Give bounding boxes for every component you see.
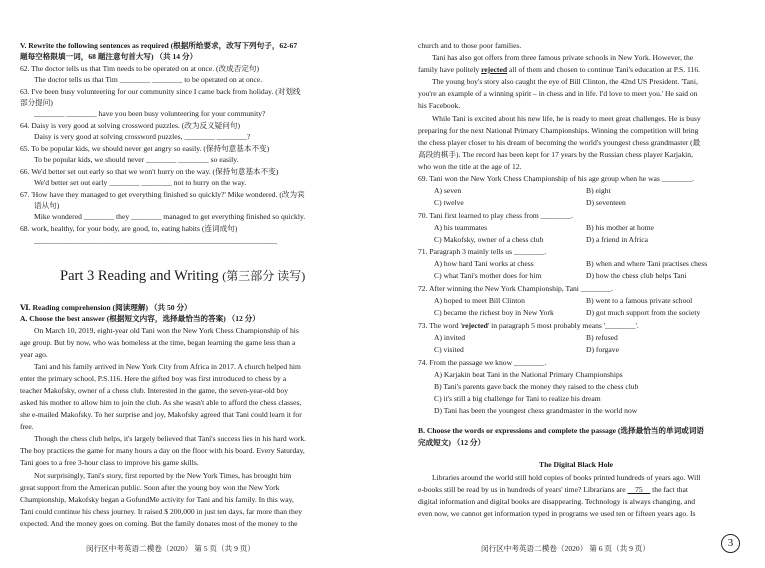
- blank-75: 75: [627, 485, 651, 494]
- reading-a-heading: A. Choose the best answer (根据短文内容，选择最恰当的答案) （12 分）: [20, 314, 260, 323]
- question-73: [418, 321, 639, 330]
- para-1-line: year ago.: [20, 350, 48, 359]
- option-71-c: C) what Tani's mother does for him: [434, 271, 542, 280]
- option-73-b: B) refused: [586, 333, 618, 342]
- option-73-d: D) forgave: [586, 345, 619, 354]
- answer-62: The doctor tells us that Tim ________ ________ to be operated on at once.: [34, 75, 263, 84]
- para-2-line: asked his mother to allow him to join the club. As she wasn't able to afford the chess classes,: [20, 398, 302, 407]
- para-2-line: free.: [20, 422, 34, 431]
- option-73-a: A) invited: [434, 333, 466, 342]
- option-70-b: B) his mother at home: [586, 223, 654, 232]
- para-5-line: his Facebook.: [418, 101, 461, 110]
- page-number-circle: 3: [721, 534, 740, 553]
- left-page: [0, 0, 382, 568]
- option-70-c: C) Makofsky, owner of a chess club: [434, 235, 544, 244]
- option-69-b: B) eight: [586, 186, 611, 195]
- question-74: 74. From the passage we know ________.: [418, 358, 547, 367]
- para-1-line: On March 10, 2019, eight-year old Tani won the New York Chess Championship of his: [34, 326, 299, 335]
- option-72-c: C) became the richest boy in New York: [434, 308, 554, 317]
- section-5-heading-2: 题每空格限填一词，68 题注意句首大写) （共 14 分）: [20, 52, 198, 61]
- para-3-line: Tani goes to a free 3-hour class to improve his game skills.: [20, 458, 199, 467]
- question-64: 64. Daisy is very good at solving crossword puzzles. (改为反义疑问句): [20, 121, 240, 130]
- question-67: 67. 'How have they managed to get everything finished so quickly?' Mike wondered. (改为宾: [20, 190, 305, 199]
- answer-68: ________________________________________________________________: [34, 236, 277, 245]
- para-1-line: age group. But by now, who was homeless at the time, began learning the game less than a: [20, 338, 296, 347]
- section-6-heading: Ⅵ. Reading comprehension (阅读理解) （共 50 分）: [20, 303, 192, 312]
- option-72-b: B) went to a famous private school: [586, 296, 693, 305]
- option-74-b: B) Tani's parents gave back the money they raised to the chess club: [434, 382, 639, 391]
- para-6-line: who won the title at the age of 12.: [418, 162, 522, 171]
- passage-title: The Digital Black Hole: [539, 460, 614, 469]
- section-5-heading: V. Rewrite the following sentences as required (根据所给要求，改写下列句子，62-67: [20, 41, 298, 50]
- answer-63: ________ ________ have you been busy volunteering for your community?: [34, 109, 266, 118]
- para-6-line: preparing for the next National Primary Championships. Winning the competition will bring: [418, 126, 699, 135]
- option-74-c: C) it's still a big challenge for Tani to realize his dream: [434, 394, 601, 403]
- answer-65: To be popular kids, we should never ________ ________ so easily.: [34, 155, 239, 164]
- para-2-line: teacher Makofsky, owner of a chess club. Interested in the game, the seven-year-old boy: [20, 386, 288, 395]
- option-70-d: D) a friend in Africa: [586, 235, 648, 244]
- rejected-word: rejected: [461, 321, 488, 330]
- question-63-cont: 部分提问): [20, 98, 53, 107]
- para-3-line: Though the chess club helps, it's largely believed that Tani's success lies in his hard work.: [34, 434, 307, 443]
- para-5-line: The young boy's story also caught the eye of Bill Clinton, the 42nd US President. 'Tani,: [432, 77, 698, 86]
- option-73-c: C) visited: [434, 345, 464, 354]
- para-6-line: 高段的棋手). The record has been kept for 17 years by the Russian chess player Karjakin,: [418, 150, 693, 159]
- option-72-d: D) got much support from the society: [586, 308, 701, 317]
- para-6-line: the chess player closer to his dream of becoming the world's youngest chess grandmaster (最: [418, 138, 701, 147]
- para-4-end: church and to those poor families.: [418, 41, 522, 50]
- answer-66: We'd better set out early ________ ________ not to hurry on the way.: [34, 178, 247, 187]
- text-run: the fact that: [650, 485, 689, 494]
- passage-line: even now, we cannot get information typed in programs we used ten or fifteen years ago. Is: [418, 509, 696, 518]
- option-72-a: A) hoped to meet Bill Clinton: [434, 296, 525, 305]
- para-4-line: expected. And the money goes on coming. But the family donates most of the money to the: [20, 519, 298, 528]
- rejected-word: rejected: [481, 65, 508, 74]
- part-3-title: [60, 268, 305, 285]
- option-71-d: D) how the chess club helps Tani: [586, 271, 687, 280]
- para-4-line: Tani could continue his chess journey. It raised $ 200,000 in just ten days, far more than they: [20, 507, 302, 516]
- question-71: 71. Paragraph 3 mainly tells us ________.: [418, 247, 547, 256]
- para-5-line: you're an example of a winning spirit – in chess and in life. I'd love to meet you.' He said on: [418, 89, 698, 98]
- part-3-title-en: Part 3 Reading and Writing: [60, 268, 219, 284]
- right-page: [384, 0, 765, 568]
- para-2-line: Tani and his family arrived in New York City from Africa in 2017. A church helped him: [34, 362, 301, 371]
- text-run: e-books still be read by us in hundreds of years' time? Librarians are: [418, 485, 628, 494]
- option-70-a: A) his teammates: [434, 223, 488, 232]
- option-71-a: A) how hard Tani works at chess: [434, 259, 534, 268]
- option-69-c: C) twelve: [434, 198, 464, 207]
- text-run: all of them and chosen to continue Tani's education at P.S. 116.: [507, 65, 701, 74]
- page-footer-right: 闵行区中考英语二模卷（2020） 第 6 页（共 9 页）: [481, 544, 650, 553]
- text-run: family have politely: [418, 65, 482, 74]
- option-69-d: D) seventeen: [586, 198, 626, 207]
- para-5-line: [418, 65, 700, 74]
- text-run: 73. The word ': [418, 321, 462, 330]
- text-run: ' in paragraph 5 most probably means '________'.: [487, 321, 639, 330]
- question-68: 68. work, healthy, for your body, are good, to, eating habits (连词成句): [20, 224, 238, 233]
- passage-line: [418, 485, 688, 494]
- option-74-d: D) Tani has been the youngest chess grandmaster in the world now: [434, 406, 638, 415]
- para-2-line: she e-mailed Makofsky. To her surprise and joy, Makofsky agreed that Tani could learn it for: [20, 410, 302, 419]
- para-2-line: enter the primary school, P.S.116. Here the gifted boy was first introduced to chess by a: [20, 374, 287, 383]
- para-5-line: Tani has also got offers from three famous private schools in New York. However, the: [432, 53, 694, 62]
- option-74-a: A) Karjakin beat Tani in the National Primary Championships: [434, 370, 623, 379]
- part-3-title-cn: (第三部分 读写): [222, 269, 306, 283]
- reading-b-heading: B. Choose the words or expressions and complete the passage (选择最恰当的单词或词语: [418, 426, 704, 435]
- question-62: 62. The doctor tells us that Tim needs to be operated on at once. (改成否定句): [20, 64, 260, 73]
- page-footer-left: 闵行区中考英语二模卷（2020） 第 5 页（共 9 页）: [86, 544, 255, 553]
- para-6-line: While Tani is excited about his new life, he is ready to meet great challenges. He is busy: [432, 114, 701, 123]
- option-69-a: A) seven: [434, 186, 462, 195]
- passage-line: digital information and digital books are disappearing. Technology is always changing, and: [418, 497, 696, 506]
- answer-64: Daisy is very good at solving crossword puzzles, ________ ________?: [34, 132, 251, 141]
- question-72: 72. After winning the New York Championship, Tani ________.: [418, 284, 614, 293]
- question-66: 66. We'd better set out early so that we won't hurry on the way. (保持句意基本不变): [20, 167, 279, 176]
- question-67-cont: 语从句): [34, 201, 60, 210]
- answer-67: Mike wondered ________ they ________ managed to get everything finished so quickly.: [34, 212, 306, 221]
- passage-line: Libraries around the world still hold copies of books printed hundreds of years ago. Will: [432, 473, 701, 482]
- para-4-line: Not surprisingly, Tani's story, first reported by the New York Times, has brought him: [34, 471, 292, 480]
- para-4-line: great support from the American public. Soon after the young boy won the New York: [20, 483, 280, 492]
- question-70: 70. Tani first learned to play chess from ________.: [418, 211, 573, 220]
- question-65: 65. To be popular kids, we should never get angry so easily. (保持句意基本不变): [20, 144, 270, 153]
- question-69: 69. Tani won the New York Chess Championship of his age group when he was ________.: [418, 174, 695, 183]
- reading-b-heading-2: 完成短文) （12 分）: [418, 438, 486, 447]
- option-71-b: B) when and where Tani practises chess: [586, 259, 708, 268]
- para-3-line: The boy practices the game for many hours a day on the floor with his board. Every Saturday,: [20, 446, 305, 455]
- para-4-line: Championship, Makofsky began a GofundMe activity for Tani and his family. In this way,: [20, 495, 294, 504]
- question-63: 63. I've been busy volunteering for our community since I came back from holiday. (对划线: [20, 87, 301, 96]
